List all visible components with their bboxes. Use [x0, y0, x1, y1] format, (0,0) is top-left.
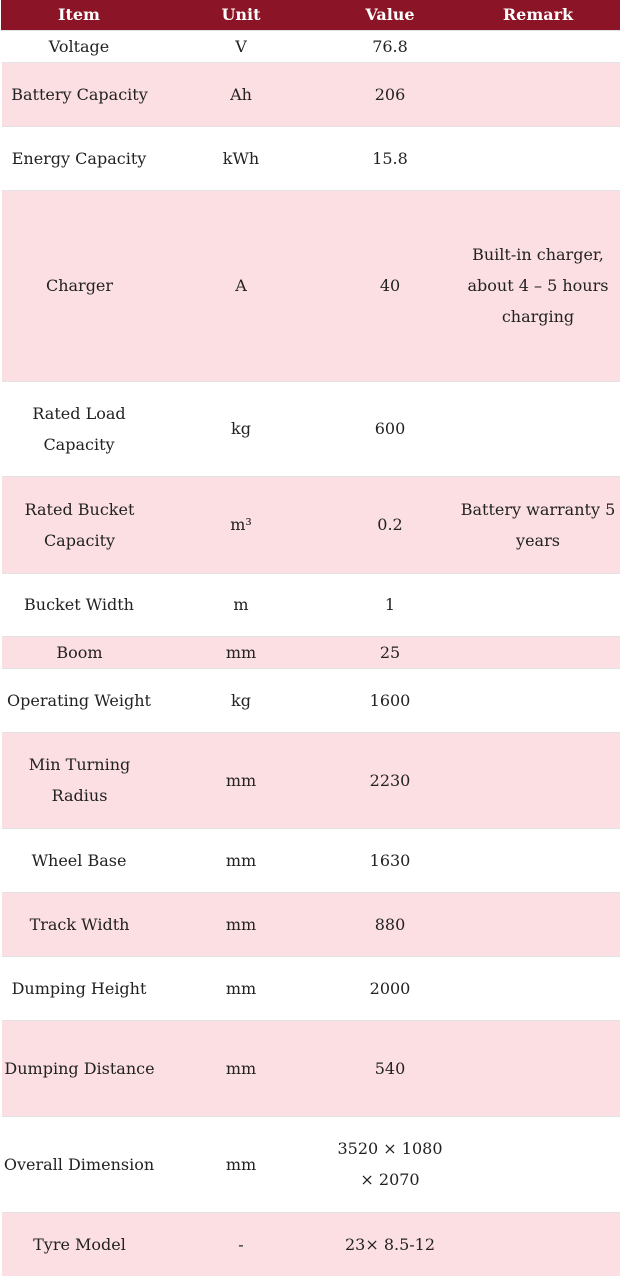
cell-remark: Battery warranty 5 years	[455, 476, 620, 573]
cell-unit: m	[157, 573, 325, 636]
cell-remark	[455, 732, 620, 828]
table-row	[1, 190, 620, 381]
cell-item: Wheel Base	[1, 828, 157, 892]
cell-unit: Ah	[157, 62, 325, 126]
header-remark: Remark	[502, 5, 574, 25]
table-row	[1, 476, 620, 573]
table-header	[1, 0, 620, 30]
table-row	[1, 892, 620, 956]
cell-unit: mm	[157, 1116, 325, 1212]
cell-unit: mm	[157, 892, 325, 956]
cell-unit: mm	[157, 1020, 325, 1116]
cell-remark	[455, 892, 620, 956]
cell-item: Bucket Width	[1, 573, 157, 636]
table-row	[1, 668, 620, 732]
cell-item: Operating Weight	[1, 668, 157, 732]
cell-remark	[455, 668, 620, 732]
cell-value: 1600	[325, 668, 455, 732]
cell-remark	[455, 30, 620, 62]
cell-remark	[455, 62, 620, 126]
cell-item: Boom	[1, 636, 157, 668]
cell-item: Rated Load Capacity	[1, 381, 157, 476]
cell-item: Charger	[1, 190, 157, 381]
header-row	[1, 0, 620, 30]
cell-item: Battery Capacity	[1, 62, 157, 126]
table-row	[1, 381, 620, 476]
cell-remark	[455, 636, 620, 668]
cell-remark	[455, 956, 620, 1020]
cell-value: 40	[325, 190, 455, 381]
cell-value: 2230	[325, 732, 455, 828]
cell-remark	[455, 1212, 620, 1276]
table-row	[1, 636, 620, 668]
cell-value: 25	[325, 636, 455, 668]
cell-remark	[455, 381, 620, 476]
cell-unit: m³	[157, 476, 325, 573]
table-row	[1, 1020, 620, 1116]
table-row	[1, 30, 620, 62]
table-body	[1, 30, 620, 1276]
cell-unit: mm	[157, 956, 325, 1020]
cell-value: 540	[325, 1020, 455, 1116]
cell-unit: mm	[157, 828, 325, 892]
cell-remark	[455, 828, 620, 892]
cell-value: 1	[325, 573, 455, 636]
cell-remark	[455, 573, 620, 636]
cell-item: Overall Dimension	[1, 1116, 157, 1212]
cell-value: 3520 × 1080 × 2070	[325, 1116, 455, 1212]
table-row	[1, 732, 620, 828]
cell-remark	[455, 126, 620, 190]
cell-value: 600	[325, 381, 455, 476]
cell-remark	[455, 1116, 620, 1212]
cell-value: 206	[325, 62, 455, 126]
cell-remark	[455, 1020, 620, 1116]
cell-item: Energy Capacity	[1, 126, 157, 190]
table-row	[1, 1212, 620, 1276]
cell-item: Rated Bucket Capacity	[1, 476, 157, 573]
header-item: Item	[58, 5, 100, 25]
cell-unit: V	[157, 30, 325, 62]
cell-value: 23× 8.5-12	[325, 1212, 455, 1276]
table-row	[1, 573, 620, 636]
table-row	[1, 62, 620, 126]
table-row	[1, 828, 620, 892]
table-row	[1, 1116, 620, 1212]
cell-item: Tyre Model	[1, 1212, 157, 1276]
cell-value: 76.8	[325, 30, 455, 62]
cell-item: Voltage	[1, 30, 157, 62]
cell-unit: A	[157, 190, 325, 381]
header-unit: Unit	[221, 5, 261, 25]
table-row	[1, 126, 620, 190]
cell-value: 0.2	[325, 476, 455, 573]
cell-value: 15.8	[325, 126, 455, 190]
cell-value: 2000	[325, 956, 455, 1020]
cell-item: Dumping Height	[1, 956, 157, 1020]
cell-unit: -	[157, 1212, 325, 1276]
cell-value: 880	[325, 892, 455, 956]
cell-unit: mm	[157, 636, 325, 668]
cell-item: Dumping Distance	[1, 1020, 157, 1116]
cell-item: Track Width	[1, 892, 157, 956]
cell-item: Min Turning Radius	[1, 732, 157, 828]
cell-unit: kWh	[157, 126, 325, 190]
header-value: Value	[365, 5, 415, 25]
table-row	[1, 956, 620, 1020]
cell-unit: kg	[157, 668, 325, 732]
cell-unit: mm	[157, 732, 325, 828]
cell-remark: Built-in charger, about 4 – 5 hours charging	[455, 190, 620, 381]
cell-value: 1630	[325, 828, 455, 892]
cell-unit: kg	[157, 381, 325, 476]
